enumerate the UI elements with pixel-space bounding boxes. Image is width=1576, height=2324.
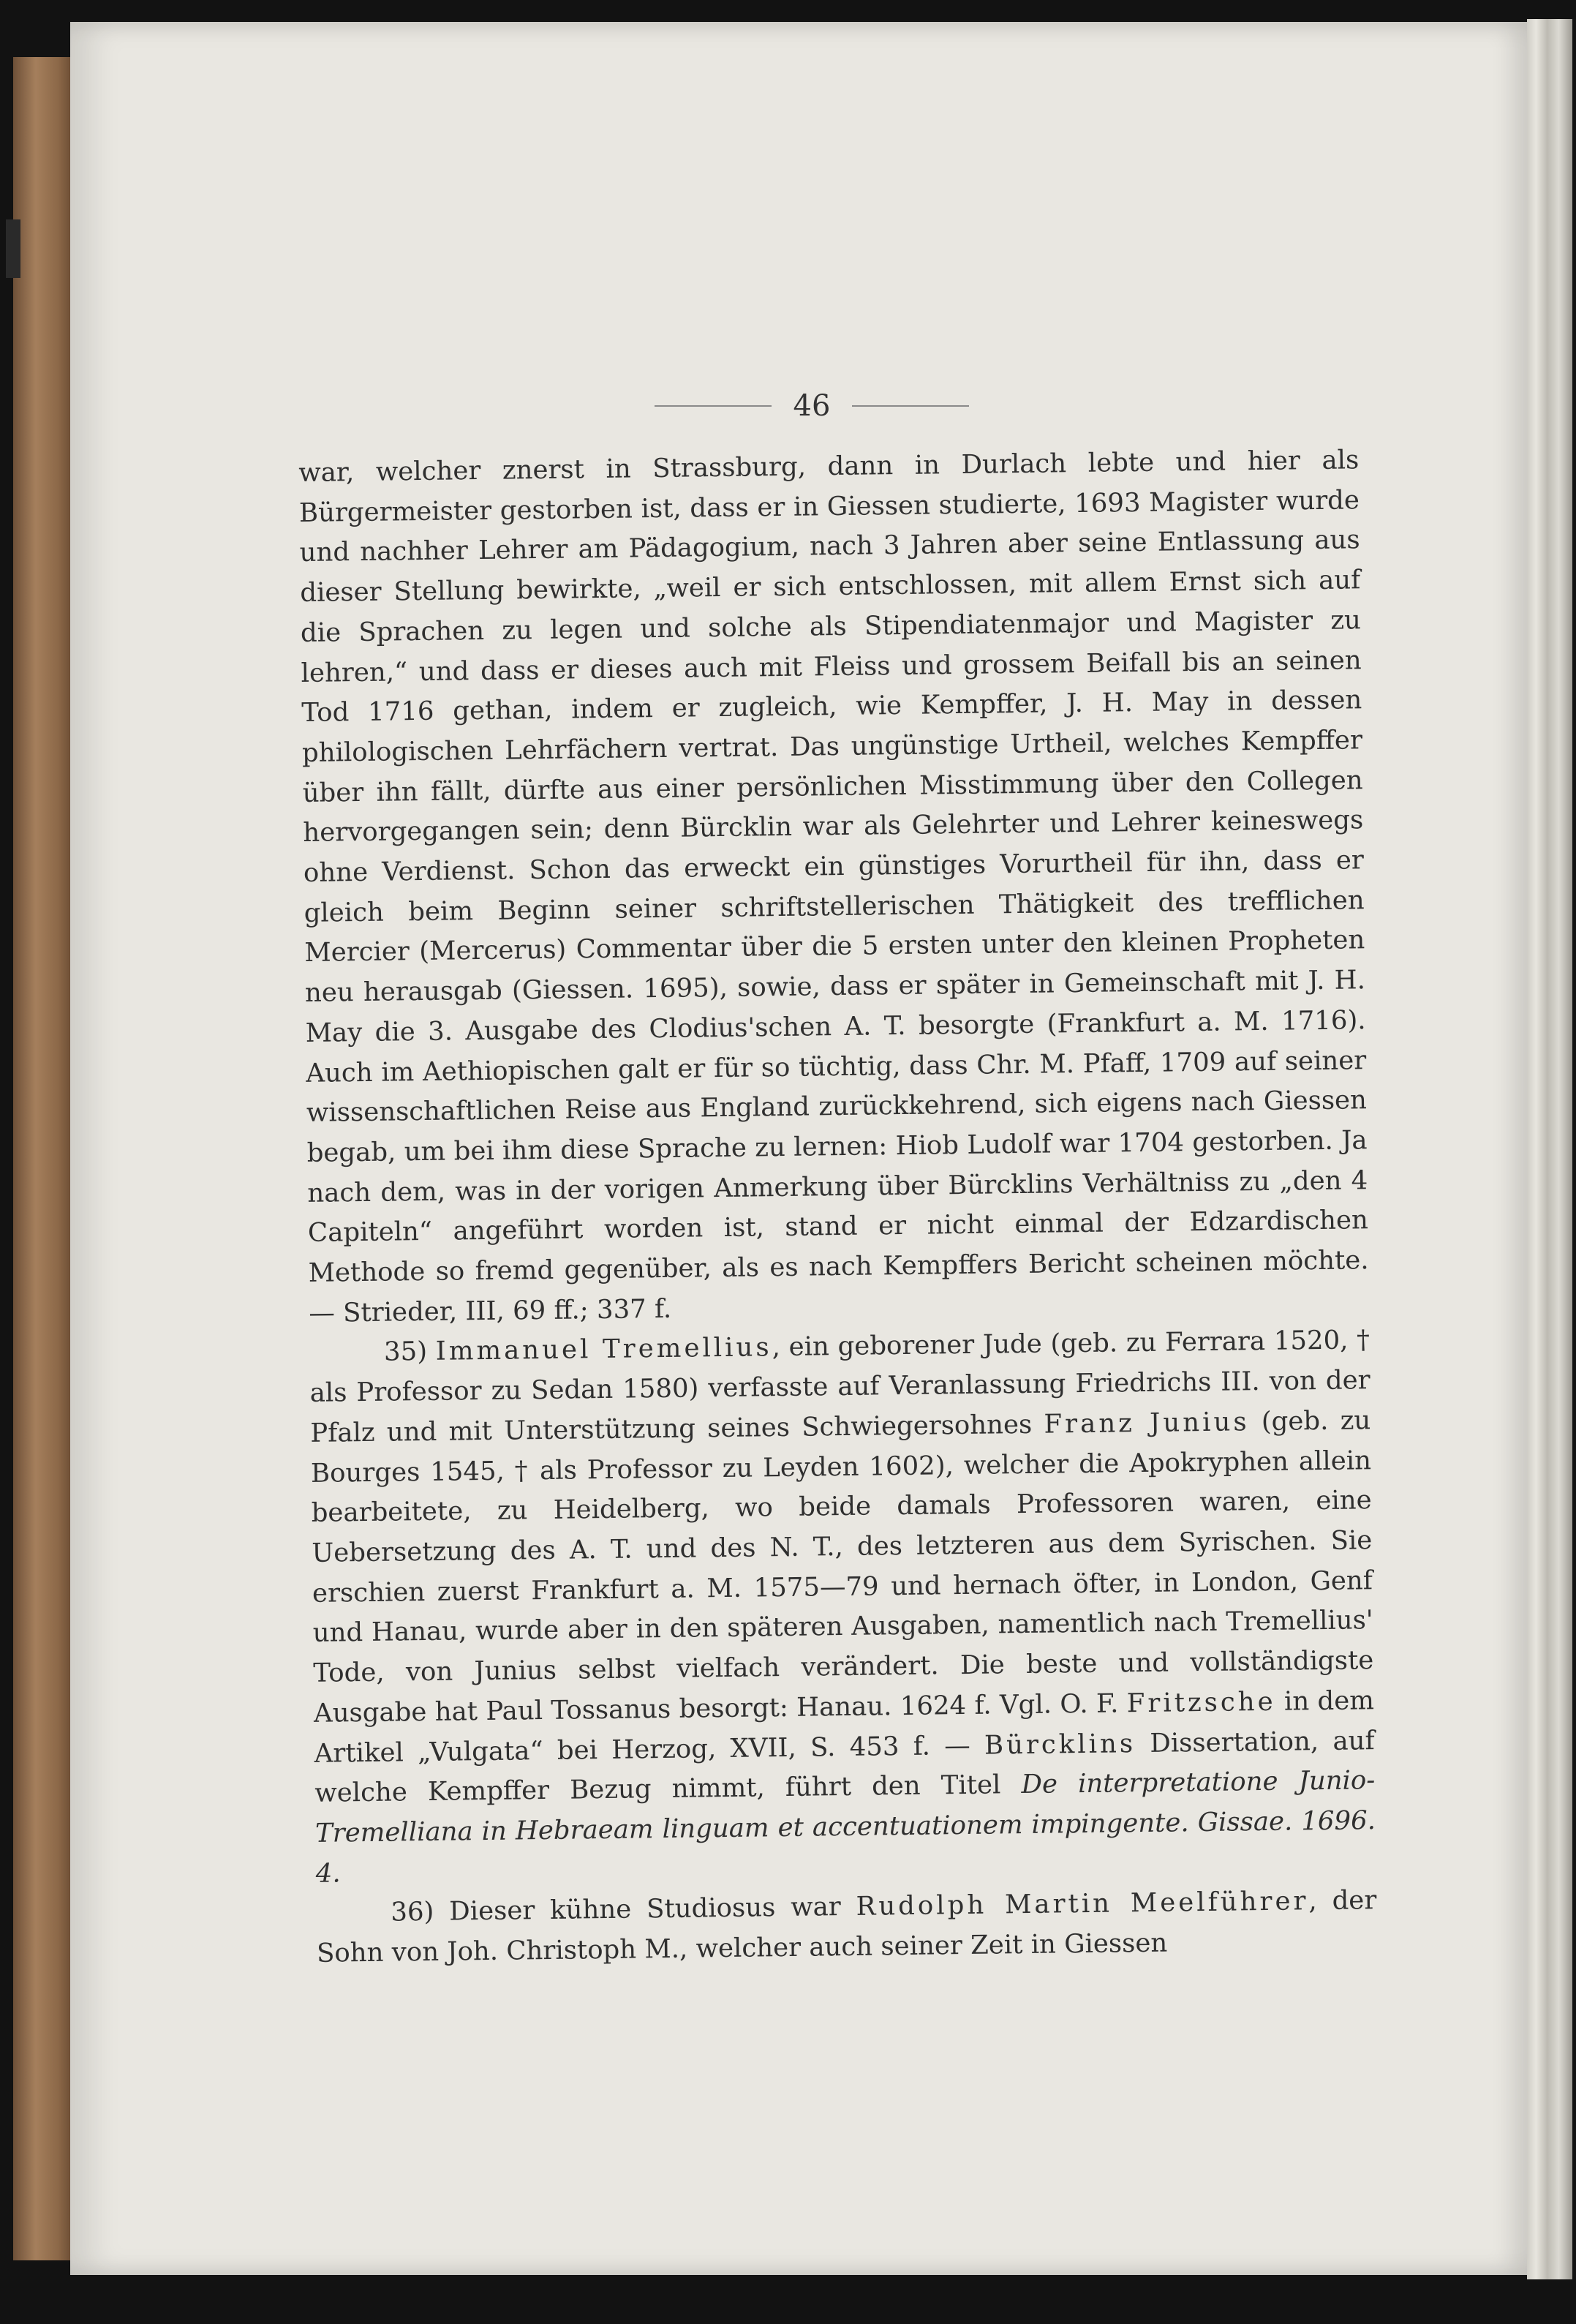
binding-mark	[6, 219, 20, 278]
person-name-tremellius: Immanuel Tremellius	[435, 1332, 772, 1367]
page-text	[298, 440, 1377, 1974]
person-name-buercklin: Bürcklins	[984, 1728, 1136, 1761]
footnote-35-text-d: Dissertation, auf welche Kempffer Bezug nimmt, führt den Titel	[314, 1725, 1375, 1809]
footnote-35	[309, 1321, 1376, 1895]
footnote-36-text-a: Dieser kühne Studiosus war	[434, 1892, 856, 1928]
page-edge	[1527, 19, 1572, 2279]
page-header	[629, 380, 995, 432]
footnote-35-number: 35)	[383, 1336, 428, 1368]
footnote-36	[316, 1881, 1377, 1974]
dissertation-title: De interpretatione Junio-Tremelliana in Hebraeam linguam et accentuationem impingente. Gissae. 1696. 4.	[314, 1765, 1376, 1889]
footnote-35-text-a: , ein geborener Jude (geb. zu Ferrara 1520, † als Professor zu Sedan 1580) verfasste auf Veranlassung Friedrichs III. von der Pfalz und mit Unterstützung seines Schwiegersohnes	[309, 1325, 1370, 1448]
header-rule-left	[655, 405, 772, 407]
page-number: 46	[793, 389, 831, 423]
footnote-36-text-b: , der Sohn von Joh. Christoph M., welcher auch seiner Zeit in Giessen	[316, 1885, 1377, 1968]
paragraph-1: war, welcher znerst in Strassburg, dann in Durlach lebte und hier als Bürgermeister gestorben ist, dass er in Giessen studierte, 1693 Magister wurde und nachher Lehrer am Pädagogium, nach 3 Jahren aber seine Entlassung aus dieser Stellung bewirkte, „weil er sich entschlossen, mit allem Ernst sich auf die Sprachen zu legen und solche als Stipendiatenmajor und Magister zu lehren,“ und dass er dieses auch mit Fleiss und grossem Beifall bis an seinen Tod 1716 gethan, indem er zugleich, wie Kempffer, J. H. May in dessen philologischen Lehrfächern vertrat. Das ungünstige Urtheil, welches Kempffer über ihn fällt, dürfte aus einer persönlichen Misstimmung über den Collegen hervorgegangen sein; denn Bürcklin war als Gelehrter und Lehrer keineswegs ohne Verdienst. Schon das erweckt ein günstiges Vorurtheil für ihn, dass er gleich beim Beginn seiner schriftstellerischen Thätigkeit des trefflichen Mercier (Mercerus) Commentar über die 5 ersten unter den kleinen Propheten neu herausgab (Giessen. 1695), sowie, dass er später in Gemeinschaft mit J. H. May die 3. Ausgabe des Clodius'schen A. T. besorgte (Frankfurt a. M. 1716). Auch im Aethiopischen galt er für so tüchtig, dass Chr. M. Pfaff, 1709 auf seiner wissenschaftlichen Reise aus England zurückkehrend, sich eigens nach Giessen begab, um bei ihm diese Sprache zu lernen: Hiob Ludolf war 1704 gestorben. Ja nach dem, was in der vorigen Anmerkung über Bürcklins Verhältniss zu „den 4 Capiteln“ angeführt worden ist, stand er nicht einmal der Edzardischen Methode so fremd gegenüber, als es nach Kempffers Bericht scheinen möchte. — Strieder, III, 69 ff.; 337 f.	[298, 445, 1369, 1328]
footnote-35-text-b: (geb. zu Bourges 1545, † als Professor zu Leyden 1602), welcher die Apokryphen allein bearbeitete, zu Heidelberg, wo beide damals Professoren waren, eine Uebersetzung des A. T. und des N. T., des letzteren aus dem Syrischen. Sie erschien zuerst Frankfurt a. M. 1575—79 und hernach öfter, in London, Genf und Hanau, wurde aber in den späteren Ausgaben, namentlich nach Tremellius' Tode, von Junius selbst vielfach verändert. Die beste und vollständigste Ausgabe hat Paul Tossanus besorgt: Hanau. 1624 f. Vgl. O. F.	[310, 1405, 1374, 1729]
person-name-meelfuehrer: Rudolph Martin Meelführer	[856, 1886, 1309, 1922]
footnote-35-text-c: in dem Artikel „Vulgata“ bei Herzog, XVII, S. 453 f. —	[314, 1685, 1375, 1769]
person-name-fritzsche: Fritzsche	[1126, 1686, 1276, 1719]
book-spine	[13, 57, 78, 2260]
header-rule-right	[852, 405, 969, 407]
person-name-junius: Franz Junius	[1044, 1407, 1250, 1440]
footnote-36-number: 36)	[391, 1897, 434, 1928]
